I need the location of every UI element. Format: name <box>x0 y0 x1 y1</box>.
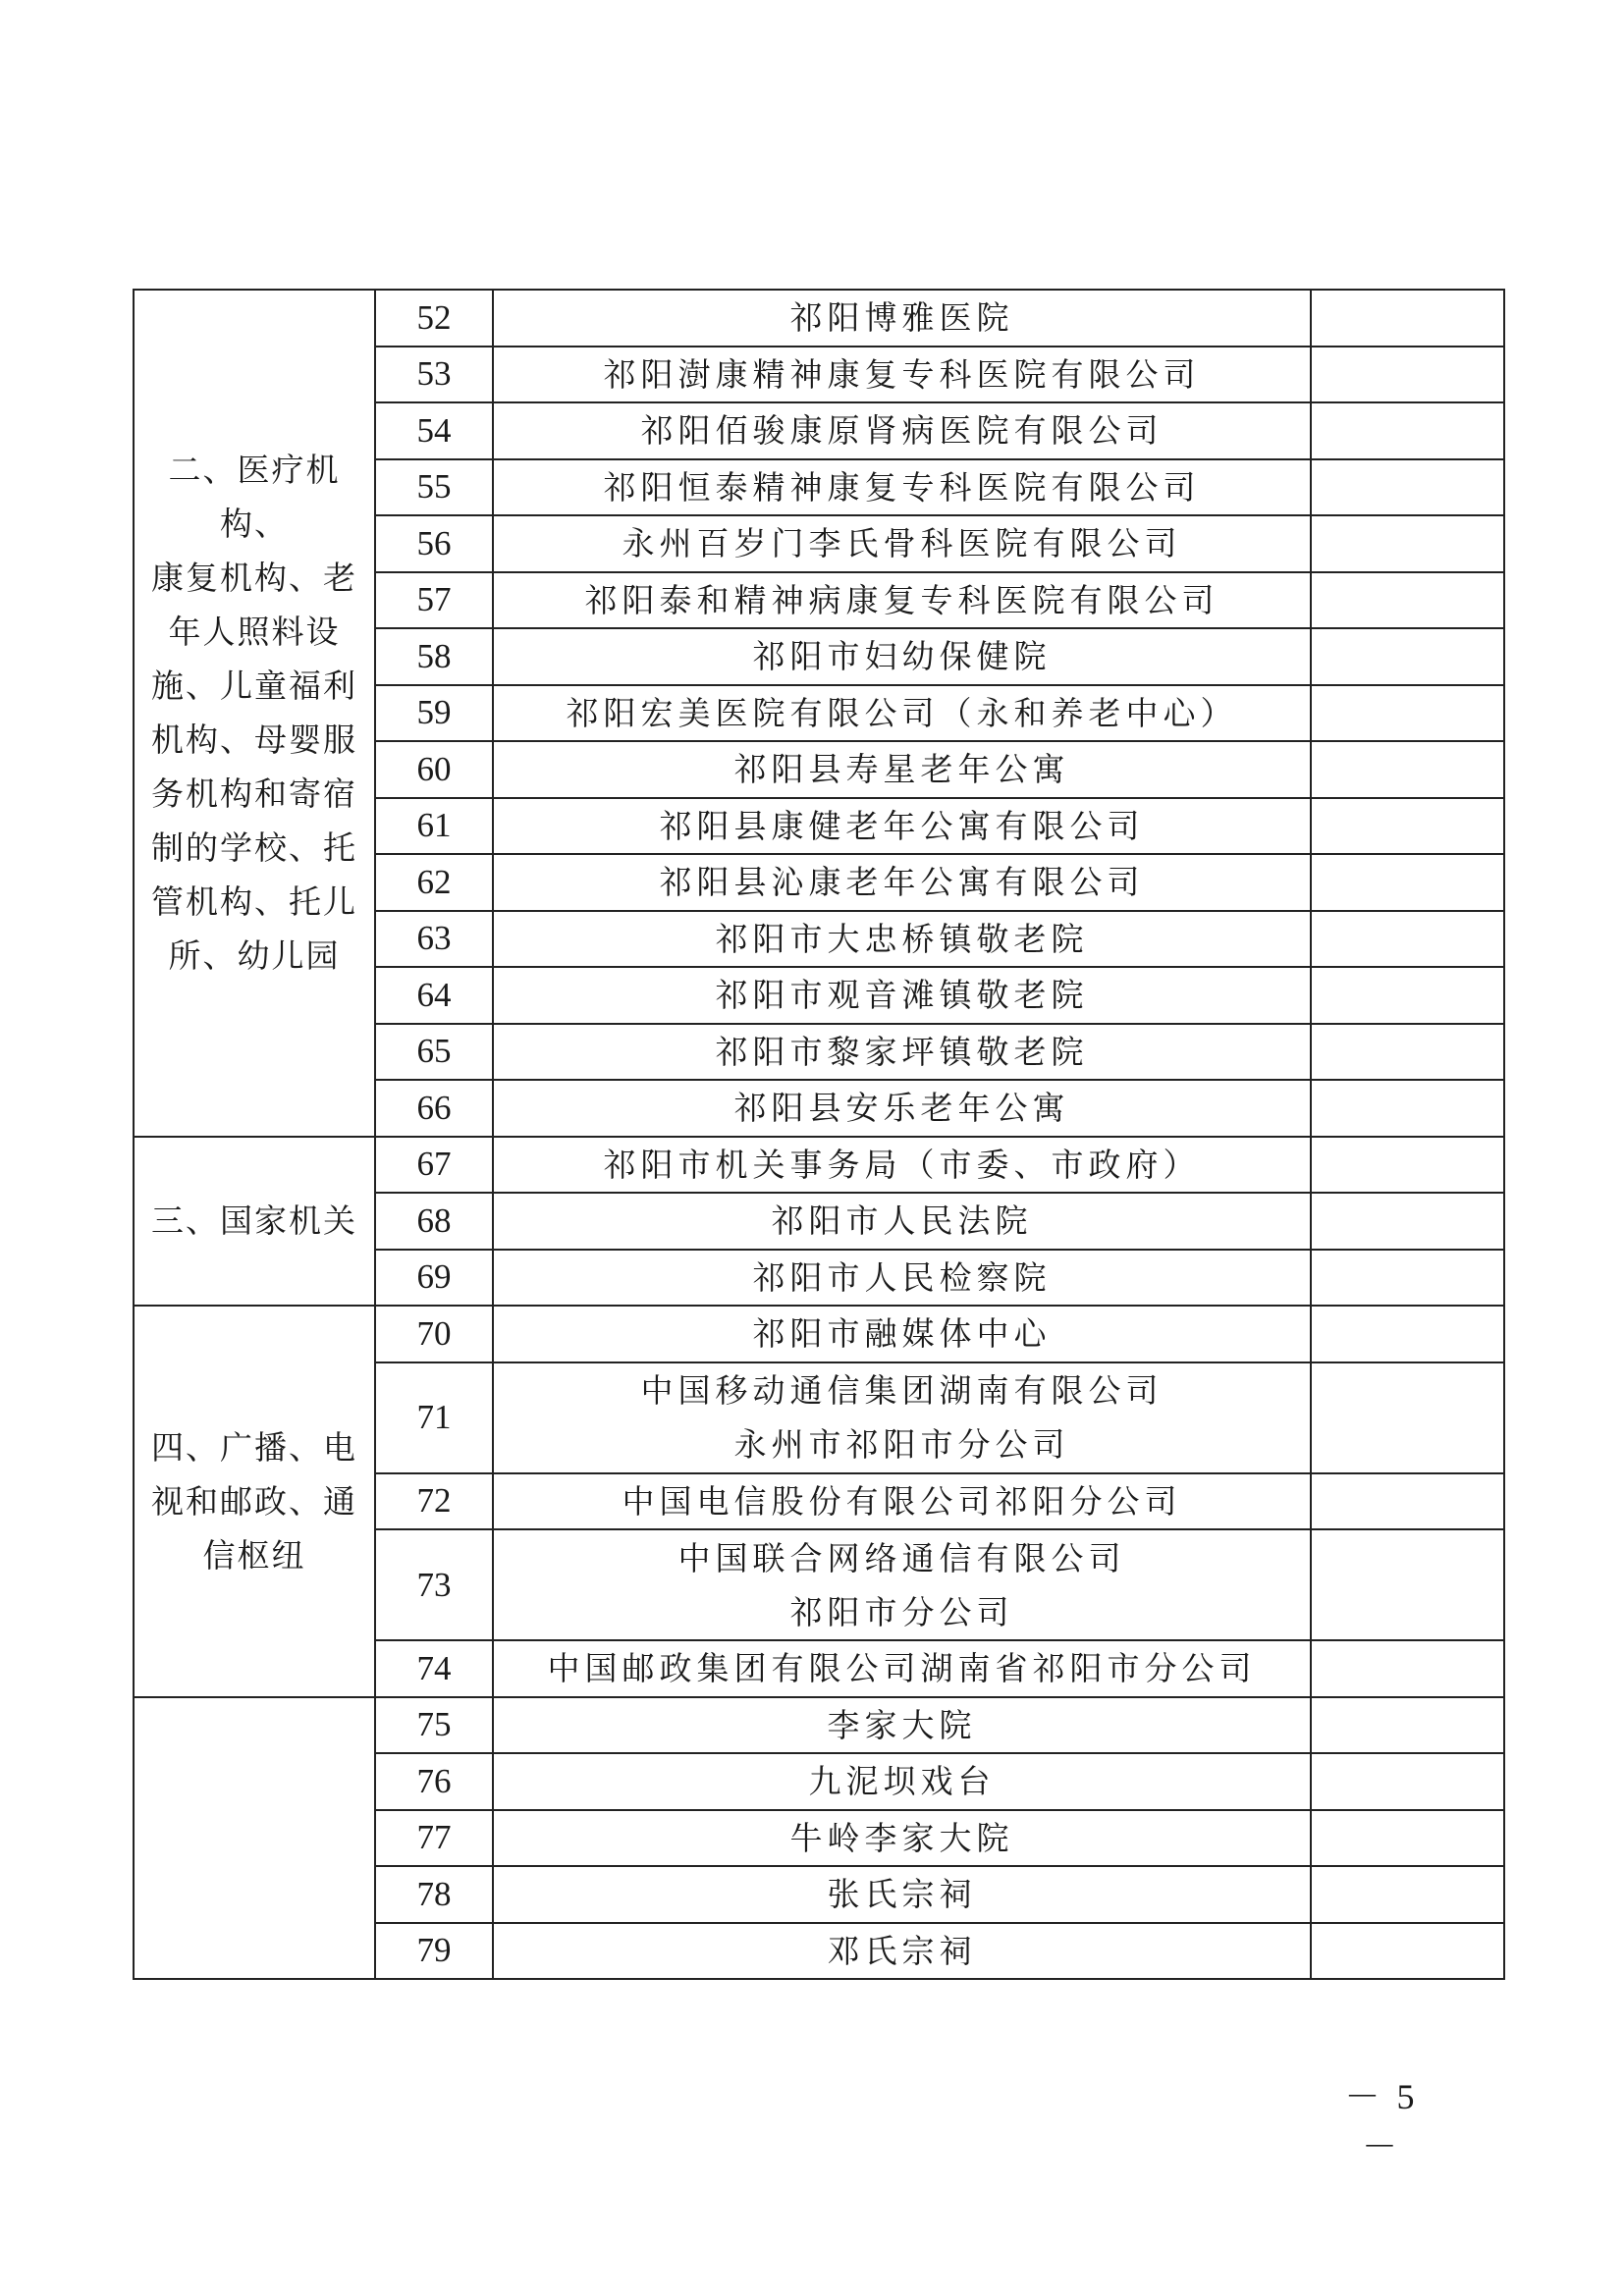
org-name: 永州百岁门李氏骨科医院有限公司 <box>493 515 1311 572</box>
org-name-line: 永州市祁阳市分公司 <box>733 1425 1070 1464</box>
row-number: 52 <box>375 290 493 347</box>
row-number: 73 <box>375 1529 493 1640</box>
note-cell <box>1311 1024 1504 1081</box>
org-name: 祁阳市人民法院 <box>493 1193 1311 1250</box>
org-name: 祁阳市人民检察院 <box>493 1250 1311 1307</box>
row-number: 55 <box>375 459 493 516</box>
org-name: 祁阳市观音滩镇敬老院 <box>493 967 1311 1024</box>
org-name: 祁阳泰和精神病康复专科医院有限公司 <box>493 572 1311 629</box>
category-medical: 二、医疗机构、 康复机构、老 年人照料设 施、儿童福利 机构、母婴服 务机构和寄宿 制的学校、托 管机构、托儿 所、幼儿园 <box>134 290 375 1137</box>
row-number: 59 <box>375 685 493 742</box>
note-cell <box>1311 1473 1504 1530</box>
category-broadcast-postal: 四、广播、电 视和邮政、通 信枢纽 <box>134 1306 375 1697</box>
org-name: 祁阳市大忠桥镇敬老院 <box>493 911 1311 968</box>
row-number: 54 <box>375 402 493 459</box>
note-cell <box>1311 685 1504 742</box>
note-cell <box>1311 1640 1504 1697</box>
row-number: 66 <box>375 1080 493 1137</box>
org-name <box>493 1362 1311 1473</box>
row-number: 76 <box>375 1753 493 1810</box>
note-cell <box>1311 628 1504 685</box>
org-name-line: 中国移动通信集团湖南有限公司 <box>640 1371 1164 1410</box>
note-cell <box>1311 290 1504 347</box>
note-cell <box>1311 515 1504 572</box>
org-name: 祁阳恒泰精神康复专科医院有限公司 <box>493 459 1311 516</box>
note-cell <box>1311 1697 1504 1754</box>
table-row <box>134 1137 1504 1194</box>
table-row <box>134 290 1504 347</box>
row-number: 63 <box>375 911 493 968</box>
note-cell <box>1311 1362 1504 1473</box>
row-number: 58 <box>375 628 493 685</box>
note-cell <box>1311 459 1504 516</box>
org-name: 牛岭李家大院 <box>493 1810 1311 1867</box>
note-cell <box>1311 402 1504 459</box>
row-number: 57 <box>375 572 493 629</box>
page-number: － 5 － <box>1344 2077 1419 2166</box>
note-cell <box>1311 911 1504 968</box>
note-cell <box>1311 1193 1504 1250</box>
note-cell <box>1311 741 1504 798</box>
note-cell <box>1311 1080 1504 1137</box>
note-cell <box>1311 347 1504 403</box>
note-cell <box>1311 967 1504 1024</box>
org-name: 李家大院 <box>493 1697 1311 1754</box>
org-name: 祁阳佰骏康原肾病医院有限公司 <box>493 402 1311 459</box>
row-number: 72 <box>375 1473 493 1530</box>
row-number: 64 <box>375 967 493 1024</box>
note-cell <box>1311 854 1504 911</box>
org-name: 祁阳县沁康老年公寓有限公司 <box>493 854 1311 911</box>
organization-table <box>133 289 1505 1980</box>
org-name <box>493 1529 1311 1640</box>
org-name: 中国电信股份有限公司祁阳分公司 <box>493 1473 1311 1530</box>
note-cell <box>1311 1810 1504 1867</box>
row-number: 62 <box>375 854 493 911</box>
org-name: 祁阳市黎家坪镇敬老院 <box>493 1024 1311 1081</box>
org-name: 祁阳县寿星老年公寓 <box>493 741 1311 798</box>
row-number: 60 <box>375 741 493 798</box>
org-name: 祁阳市机关事务局（市委、市政府） <box>493 1137 1311 1194</box>
row-number: 75 <box>375 1697 493 1754</box>
row-number: 74 <box>375 1640 493 1697</box>
row-number: 78 <box>375 1866 493 1923</box>
org-name: 祁阳宏美医院有限公司（永和养老中心） <box>493 685 1311 742</box>
row-number: 53 <box>375 347 493 403</box>
row-number: 79 <box>375 1923 493 1980</box>
note-cell <box>1311 1137 1504 1194</box>
note-cell <box>1311 1923 1504 1980</box>
row-number: 71 <box>375 1362 493 1473</box>
note-cell <box>1311 798 1504 855</box>
row-number: 68 <box>375 1193 493 1250</box>
org-name: 中国邮政集团有限公司湖南省祁阳市分公司 <box>493 1640 1311 1697</box>
org-name: 祁阳县安乐老年公寓 <box>493 1080 1311 1137</box>
org-name: 祁阳博雅医院 <box>493 290 1311 347</box>
category-blank <box>134 1697 375 1980</box>
org-name: 祁阳县康健老年公寓有限公司 <box>493 798 1311 855</box>
org-name: 九泥坝戏台 <box>493 1753 1311 1810</box>
category-state-organs: 三、国家机关 <box>134 1137 375 1307</box>
org-name: 祁阳市妇幼保健院 <box>493 628 1311 685</box>
org-name-line: 祁阳市分公司 <box>789 1592 1014 1631</box>
row-number: 70 <box>375 1306 493 1362</box>
table-row <box>134 1306 1504 1362</box>
note-cell <box>1311 1306 1504 1362</box>
org-name: 祁阳市融媒体中心 <box>493 1306 1311 1362</box>
row-number: 69 <box>375 1250 493 1307</box>
note-cell <box>1311 1250 1504 1307</box>
note-cell <box>1311 1753 1504 1810</box>
org-name: 祁阳澍康精神康复专科医院有限公司 <box>493 347 1311 403</box>
table-row <box>134 1697 1504 1754</box>
org-name: 邓氏宗祠 <box>493 1923 1311 1980</box>
row-number: 77 <box>375 1810 493 1867</box>
note-cell <box>1311 1529 1504 1640</box>
row-number: 56 <box>375 515 493 572</box>
note-cell <box>1311 572 1504 629</box>
row-number: 65 <box>375 1024 493 1081</box>
org-name: 张氏宗祠 <box>493 1866 1311 1923</box>
row-number: 67 <box>375 1137 493 1194</box>
note-cell <box>1311 1866 1504 1923</box>
org-name-line: 中国联合网络通信有限公司 <box>677 1538 1126 1577</box>
row-number: 61 <box>375 798 493 855</box>
